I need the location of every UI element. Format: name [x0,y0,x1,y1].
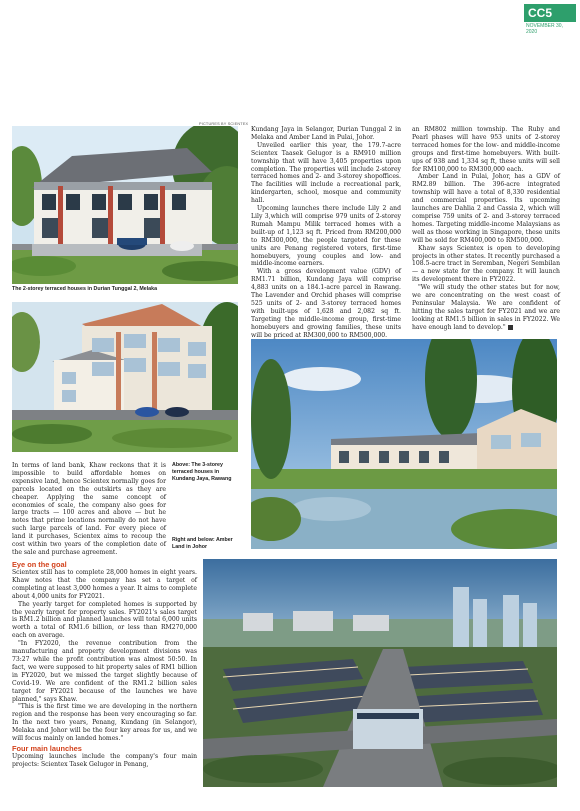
paragraph: "In FY2020, the revenue contribution from the manufacturing and property development divisions was 73:27 while the profit contribution was almost 50:50. In fact, we were supposed to hit property sales of RM1 billion in FY2020, but we missed the target slightly because of Covid-19. We are confident of the RM1.2 billion sales target for FY2021 because of the launches we have planned," says Khaw. [12,640,197,703]
subhead-eye-on-goal: Eye on the goal [12,560,67,569]
page-number: CC5 [524,4,576,22]
photo-kundang-jaya [12,302,238,452]
paragraph: Upcoming launches there include Lily 2 and Lily 3,which will comprise 979 units of 2-storey Rumah Mampu Milik terraced homes with a built-up of 1,123 sq ft. Priced from RM200,000 to RM300,000, the people targeted for these units are Penang registered voters, first-time homebuyers, young couples and low- and middle-income earners. [251,205,401,268]
paragraph: an RM802 million township. The Ruby and Pearl phases will have 953 units of 2-storey terraced homes for the low- and middle-income groups and first-time homebuyers. With built-ups of 938 and 1,334 sq ft, these units will sell for RM100,000 to RM300,000 each. [412,126,560,173]
page-header [524,4,576,42]
photo-durian-tunggal [12,126,238,284]
article-column-2 [251,126,401,347]
paragraph: In terms of land bank, Khaw reckons that it is impossible to build affordable homes on expensive land, hence Scientex normally goes for parcels located on the outskirts as they are cheaper. Applying the same concept of economies of scale, the company also goes for large tracts — 100 acres and above — but he notes that prime locations normally do not have such large parcels of land. For every piece of land it purchases, Scientex aims to recoup the cost within two years of the completion date of the sale and purchase agreement. [12,462,166,556]
paragraph: Unveiled earlier this year, the 179.7-acre Scientex Taasek Gelugor is a RM910 million township that will have 3,405 properties upon completion. The properties will include 2-storey terraced homes and 2- and 3-storey shopoffices. The facilities will include a recreational park, kindergarten, school, mosque and community hall. [251,141,401,205]
end-mark-icon [508,325,513,330]
article-column-3 [412,126,560,332]
caption-above: Above: The 3-storey terraced houses in Kundang Jaya, Rawang [172,462,232,482]
article-column-1-lower [12,559,197,769]
paragraph: Scientex still has to complete 28,000 homes in eight years. Khaw notes that the company has set a target of completing at least 3,000 homes a year. It aims to complete about 4,000 units for FY2021. [12,569,197,600]
photo-credit: PICTURES BY SCIENTEX [199,122,249,126]
article-column-1 [12,462,166,557]
paragraph: The yearly target for completed homes is supported by the yearly target for property sales. FY2021's sales target is RM1.2 billion and planned launches will total 6,000 units worth a total of RM1.6 billion, or less than RM270,000 each on average. [12,600,197,640]
photo-amber-land-houses [251,339,557,549]
page-date: NOVEMBER 30, 2020 [526,23,563,35]
caption-right-below: Right and below: Amber Land in Johor [172,537,233,550]
paragraph: Amber Land in Pulai, Johor, has a GDV of RM2.89 billion. The 396-acre integrated township will have a total of 8,330 residential and commercial properties. Its upcoming launches are Dahlia 2 and Cassia 2, which will comprise 759 units of 2- and 3-storey terraced homes. Targeting middle-income Malaysians as well as those working in Singapore, these units will be sold for RM400,000 to RM500,000. [412,173,560,244]
paragraph: Khaw says Scientex is open to developing projects in other states. It recently purchased a 108.5-acre tract in Seremban, Negeri Sembilan — a new state for the company. It will launch its development there in FY2022. [412,244,560,284]
photo-amber-land-aerial [203,559,557,787]
subhead-four-main-launches: Four main launches [12,743,82,753]
paragraph: With a gross development value (GDV) of RM1.71 billion, Kundang Jaya will comprise 4,883 units on a 184.1-acre parcel in Rawang. The Lavender and Orchid phases will comprise 525 units of 2- and 3-storey terraced homes with built-ups of 1,628 and 2,082 sq ft. Targeting the middle-income group, first-time homebuyers and growing families, these units will be priced at RM300,000 to RM500,000. [251,268,401,339]
paragraph: Upcoming launches include the company's four main projects: Scientex Tasek Gelugor in Penang, [12,752,197,768]
paragraph: Kundang Jaya in Selangor, Durian Tunggal 2 in Melaka and Amber Land in Pulai, Johor. [251,126,401,141]
paragraph: "This is the first time we are developing in the northern region and the response has been very encouraging so far. In the next two years, Penang, Kundang (in Selangor), Melaka and Johor will be the four key areas for us, and we will focus mainly on landed homes." [12,703,197,743]
paragraph: "We will study the other states but for now, we are concentrating on the west coast of Peninsular Malaysia. We are confident of hitting the sales target for FY2021 and we are looking at RM1.5 billion in sales in FY2022. We have enough land to develop." [412,284,560,331]
caption-durian: The 2-storey terraced houses in Durian Tunggal 2, Melaka [12,286,158,292]
